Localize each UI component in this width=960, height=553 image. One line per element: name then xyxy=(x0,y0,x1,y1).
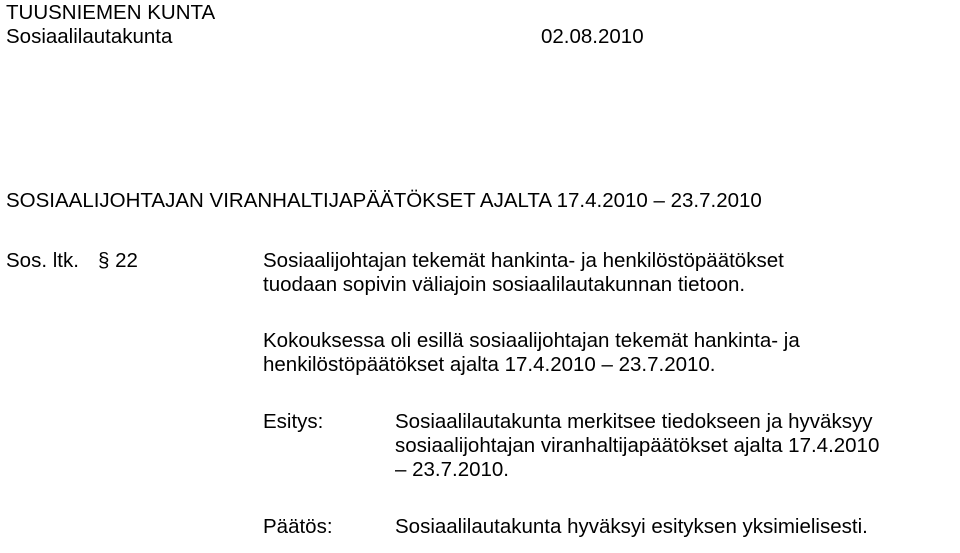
section-number: § 22 xyxy=(98,249,138,272)
committee-name: Sosiaalilautakunta xyxy=(6,25,173,48)
proposal-line-3: – 23.7.2010. xyxy=(395,458,509,481)
meeting-line-1: Kokouksessa oli esillä sosiaalijohtajan tekemät hankinta- ja xyxy=(263,329,800,352)
document-date: 02.08.2010 xyxy=(541,25,644,48)
proposal-label: Esitys: xyxy=(263,410,324,433)
proposal-line-1: Sosiaalilautakunta merkitsee tiedokseen ja hyväksyy xyxy=(395,410,873,433)
organization-name: TUUSNIEMEN KUNTA xyxy=(6,1,216,24)
decision-text: Sosiaalilautakunta hyväksyi esityksen yksimielisesti. xyxy=(395,515,868,538)
meeting-line-2: henkilöstöpäätökset ajalta 17.4.2010 – 23.7.2010. xyxy=(263,353,716,376)
header-row xyxy=(6,25,706,49)
intro-line-2: tuodaan sopivin väliajoin sosiaalilautakunnan tietoon. xyxy=(263,273,746,296)
section-ref-label: Sos. ltk. xyxy=(6,249,79,272)
decision-label: Päätös: xyxy=(263,515,333,538)
proposal-line-2: sosiaalijohtajan viranhaltijapäätökset ajalta 17.4.2010 xyxy=(395,434,880,457)
section-reference xyxy=(6,249,306,273)
document-title: SOSIAALIJOHTAJAN VIRANHALTIJAPÄÄTÖKSET AJALTA 17.4.2010 – 23.7.2010 xyxy=(6,189,762,212)
intro-line-1: Sosiaalijohtajan tekemät hankinta- ja henkilöstöpäätökset xyxy=(263,249,784,272)
